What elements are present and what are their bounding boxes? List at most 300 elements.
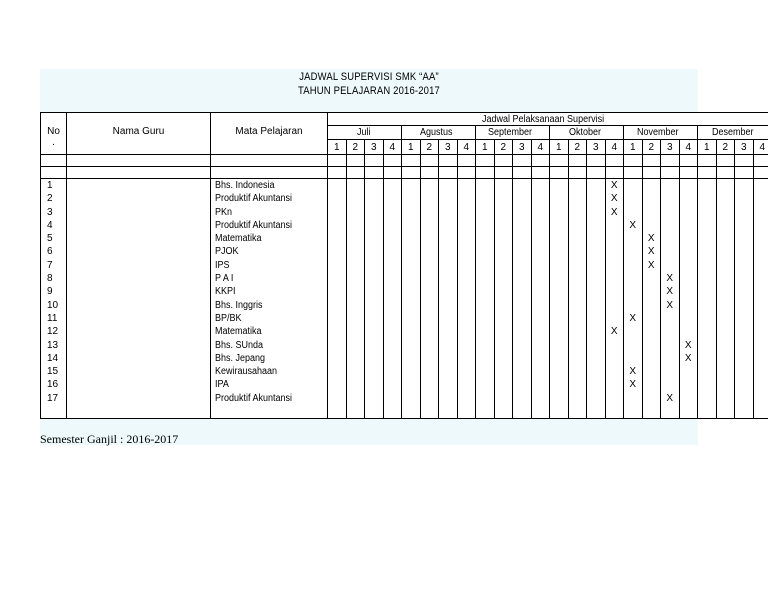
row-number: 12 (47, 326, 59, 338)
empty-slot (421, 259, 439, 272)
page-subtitle: TAHUN PELAJARAN 2016-2017 (298, 85, 440, 97)
empty-slot (550, 245, 568, 258)
empty-slot (476, 179, 494, 192)
empty-slot (513, 192, 531, 205)
empty-slot (532, 245, 550, 258)
supervision-mark: X (666, 286, 674, 298)
empty-slot (680, 192, 698, 205)
empty-cell (402, 155, 421, 167)
empty-slot (717, 245, 735, 258)
empty-slot (421, 245, 439, 258)
empty-slot (347, 206, 365, 219)
empty-slot (384, 325, 402, 338)
empty-slot (495, 179, 513, 192)
empty-slot (717, 365, 735, 378)
empty-cell (753, 155, 768, 167)
month-header: Agustus (402, 126, 476, 140)
empty-slot (458, 352, 476, 365)
empty-cell (661, 155, 680, 167)
supervision-mark: X (629, 219, 637, 231)
empty-slot (476, 259, 494, 272)
empty-slot (643, 179, 661, 192)
empty-slot (735, 339, 753, 352)
empty-slot (476, 378, 494, 391)
empty-slot (532, 259, 550, 272)
empty-slot (402, 206, 420, 219)
supervision-mark: X (647, 259, 655, 271)
empty-slot (754, 245, 768, 258)
row-number-column (41, 179, 67, 419)
empty-slot (587, 392, 605, 405)
empty-cell (67, 155, 211, 167)
empty-slot (384, 339, 402, 352)
empty-slot (587, 245, 605, 258)
empty-slot (550, 179, 568, 192)
empty-slot (384, 299, 402, 312)
empty-slot (402, 232, 420, 245)
empty-slot (735, 312, 753, 325)
empty-slot (587, 219, 605, 232)
empty-slot (717, 392, 735, 405)
empty-slot (384, 352, 402, 365)
empty-slot (587, 299, 605, 312)
supervision-mark: X (666, 392, 674, 404)
empty-cell (383, 155, 402, 167)
empty-slot (735, 272, 753, 285)
week-column (494, 179, 513, 419)
empty-slot (735, 179, 753, 192)
empty-slot (717, 325, 735, 338)
empty-slot (569, 325, 587, 338)
empty-slot (347, 365, 365, 378)
empty-slot (402, 272, 420, 285)
empty-slot (439, 365, 457, 378)
empty-cell (41, 155, 67, 167)
empty-slot (698, 365, 716, 378)
empty-slot (328, 392, 346, 405)
empty-slot (421, 272, 439, 285)
empty-slot (495, 285, 513, 298)
week-header: 1 (402, 140, 421, 155)
empty-slot (365, 192, 383, 205)
empty-slot (495, 352, 513, 365)
empty-cell (211, 167, 328, 179)
week-column (531, 179, 550, 419)
empty-slot (439, 285, 457, 298)
empty-slot (643, 392, 661, 405)
empty-slot (606, 232, 624, 245)
supervision-mark: X (610, 206, 618, 218)
empty-slot (384, 392, 402, 405)
empty-cell (476, 167, 495, 179)
month-header: September (476, 126, 550, 140)
empty-slot (661, 378, 679, 391)
mata-pelajaran: Matematika (215, 326, 262, 338)
empty-cell (550, 155, 569, 167)
empty-slot (402, 339, 420, 352)
empty-slot (680, 272, 698, 285)
empty-slot (698, 392, 716, 405)
empty-slot (495, 272, 513, 285)
empty-slot (495, 365, 513, 378)
empty-slot (328, 206, 346, 219)
empty-slot (735, 325, 753, 338)
week-column (661, 179, 680, 419)
month-header: November (624, 126, 698, 140)
empty-slot (643, 365, 661, 378)
empty-slot (476, 285, 494, 298)
week-column (753, 179, 768, 419)
empty-slot (661, 325, 679, 338)
empty-slot (569, 245, 587, 258)
empty-slot (754, 272, 768, 285)
empty-slot (347, 392, 365, 405)
empty-slot (476, 192, 494, 205)
week-header: 3 (513, 140, 532, 155)
empty-slot (384, 219, 402, 232)
week-column (679, 179, 698, 419)
empty-slot (402, 352, 420, 365)
empty-slot (587, 206, 605, 219)
empty-slot (624, 245, 642, 258)
empty-slot (698, 272, 716, 285)
empty-slot (365, 378, 383, 391)
supervision-mark: X (666, 299, 674, 311)
empty-slot (476, 272, 494, 285)
empty-cell (587, 167, 606, 179)
empty-slot (476, 299, 494, 312)
week-column (642, 179, 661, 419)
empty-slot (717, 192, 735, 205)
row-number: 5 (47, 233, 53, 245)
empty-slot (458, 312, 476, 325)
empty-slot (698, 285, 716, 298)
empty-slot (735, 245, 753, 258)
empty-slot (754, 339, 768, 352)
empty-slot (328, 325, 346, 338)
row-number: 3 (47, 206, 53, 218)
empty-slot (717, 219, 735, 232)
empty-cell (328, 155, 347, 167)
empty-slot (458, 378, 476, 391)
empty-slot (513, 312, 531, 325)
empty-slot (735, 392, 753, 405)
row-number: 15 (47, 366, 59, 378)
empty-cell (568, 155, 587, 167)
empty-slot (476, 219, 494, 232)
empty-slot (754, 325, 768, 338)
empty-slot (495, 219, 513, 232)
empty-slot (735, 206, 753, 219)
row-number: 13 (47, 339, 59, 351)
empty-slot (587, 378, 605, 391)
empty-slot (347, 312, 365, 325)
row-number: 17 (47, 392, 59, 404)
empty-slot (532, 392, 550, 405)
empty-slot (587, 192, 605, 205)
empty-cell (457, 155, 476, 167)
empty-slot (495, 259, 513, 272)
week-header: 2 (568, 140, 587, 155)
month-header: Oktober (550, 126, 624, 140)
empty-slot (384, 232, 402, 245)
empty-slot (550, 285, 568, 298)
supervision-mark: X (684, 352, 692, 364)
empty-slot (698, 192, 716, 205)
empty-slot (347, 245, 365, 258)
empty-slot (698, 245, 716, 258)
empty-slot (328, 179, 346, 192)
empty-slot (513, 365, 531, 378)
empty-slot (495, 206, 513, 219)
empty-slot (754, 219, 768, 232)
empty-slot (735, 285, 753, 298)
empty-slot (735, 219, 753, 232)
empty-cell (605, 155, 624, 167)
row-number: 9 (47, 286, 53, 298)
empty-slot (476, 392, 494, 405)
empty-cell (420, 167, 439, 179)
empty-slot (754, 299, 768, 312)
empty-slot (402, 312, 420, 325)
empty-slot (587, 352, 605, 365)
mata-pelajaran: Bhs. Inggris (215, 299, 263, 311)
empty-cell (67, 167, 211, 179)
empty-cell (753, 167, 768, 179)
empty-slot (328, 259, 346, 272)
week-column (365, 179, 384, 419)
empty-slot (365, 232, 383, 245)
empty-slot (476, 365, 494, 378)
empty-slot (532, 192, 550, 205)
empty-slot (328, 339, 346, 352)
empty-slot (384, 378, 402, 391)
week-column (402, 179, 421, 419)
empty-slot (495, 245, 513, 258)
empty-slot (458, 206, 476, 219)
mata-pelajaran: PKn (215, 206, 233, 218)
row-number: 2 (47, 193, 53, 205)
empty-slot (365, 285, 383, 298)
empty-cell (587, 155, 606, 167)
empty-slot (365, 272, 383, 285)
empty-slot (347, 259, 365, 272)
empty-slot (328, 232, 346, 245)
empty-slot (624, 299, 642, 312)
empty-slot (624, 179, 642, 192)
empty-cell (476, 155, 495, 167)
empty-slot (661, 206, 679, 219)
empty-slot (458, 192, 476, 205)
empty-slot (328, 352, 346, 365)
week-header: 4 (383, 140, 402, 155)
empty-slot (347, 179, 365, 192)
empty-cell (661, 167, 680, 179)
empty-slot (513, 299, 531, 312)
supervision-mark: X (629, 366, 637, 378)
empty-slot (328, 285, 346, 298)
empty-slot (569, 378, 587, 391)
empty-slot (717, 285, 735, 298)
empty-cell (513, 155, 532, 167)
empty-slot (384, 259, 402, 272)
empty-slot (550, 365, 568, 378)
empty-slot (698, 206, 716, 219)
empty-slot (698, 259, 716, 272)
empty-slot (569, 192, 587, 205)
empty-slot (698, 219, 716, 232)
empty-slot (680, 206, 698, 219)
empty-slot (643, 219, 661, 232)
empty-slot (624, 392, 642, 405)
empty-slot (421, 192, 439, 205)
empty-cell (568, 167, 587, 179)
empty-slot (532, 179, 550, 192)
empty-slot (680, 219, 698, 232)
week-header: 2 (494, 140, 513, 155)
mata-pelajaran: Bhs. Jepang (215, 352, 266, 364)
empty-slot (569, 312, 587, 325)
empty-slot (550, 378, 568, 391)
supervision-mark: X (647, 233, 655, 245)
empty-slot (735, 299, 753, 312)
empty-slot (606, 312, 624, 325)
empty-slot (661, 352, 679, 365)
empty-slot (735, 232, 753, 245)
empty-slot (587, 312, 605, 325)
empty-slot (347, 299, 365, 312)
empty-slot (421, 365, 439, 378)
empty-slot (495, 232, 513, 245)
empty-cell (679, 155, 698, 167)
empty-slot (495, 192, 513, 205)
empty-slot (735, 259, 753, 272)
empty-slot (661, 365, 679, 378)
empty-slot (513, 352, 531, 365)
empty-slot (365, 245, 383, 258)
empty-slot (643, 285, 661, 298)
empty-slot (643, 339, 661, 352)
empty-slot (439, 232, 457, 245)
week-header: 3 (365, 140, 384, 155)
empty-slot (661, 179, 679, 192)
page-title: JADWAL SUPERVISI SMK “AA” (299, 71, 439, 83)
empty-slot (624, 352, 642, 365)
empty-slot (421, 378, 439, 391)
mata-pelajaran: Bhs. Indonesia (215, 180, 275, 191)
empty-slot (717, 352, 735, 365)
empty-slot (402, 378, 420, 391)
empty-slot (606, 365, 624, 378)
empty-slot (402, 219, 420, 232)
empty-slot (550, 259, 568, 272)
week-header: 2 (346, 140, 365, 155)
empty-slot (402, 325, 420, 338)
empty-slot (754, 259, 768, 272)
semester-footer: Semester Ganjil : 2016-2017 (40, 432, 179, 446)
empty-slot (439, 206, 457, 219)
empty-slot (513, 232, 531, 245)
header-nama-guru: Nama Guru (67, 113, 211, 155)
week-column (420, 179, 439, 419)
empty-slot (569, 272, 587, 285)
empty-slot (513, 392, 531, 405)
empty-slot (698, 312, 716, 325)
empty-slot (643, 378, 661, 391)
empty-slot (680, 232, 698, 245)
empty-slot (384, 206, 402, 219)
week-header: 1 (550, 140, 569, 155)
empty-slot (735, 378, 753, 391)
empty-slot (402, 299, 420, 312)
empty-slot (513, 206, 531, 219)
empty-slot (328, 312, 346, 325)
empty-slot (365, 392, 383, 405)
empty-slot (569, 392, 587, 405)
empty-slot (458, 179, 476, 192)
empty-slot (365, 259, 383, 272)
supervision-mark: X (684, 339, 692, 351)
empty-slot (513, 272, 531, 285)
empty-slot (532, 378, 550, 391)
empty-slot (698, 299, 716, 312)
empty-slot (717, 206, 735, 219)
empty-slot (532, 232, 550, 245)
empty-slot (735, 192, 753, 205)
empty-slot (550, 206, 568, 219)
empty-slot (495, 325, 513, 338)
empty-slot (421, 206, 439, 219)
empty-slot (624, 285, 642, 298)
week-header: 3 (735, 140, 754, 155)
empty-cell (457, 167, 476, 179)
empty-slot (587, 339, 605, 352)
empty-slot (532, 285, 550, 298)
week-header: 1 (698, 140, 717, 155)
empty-slot (661, 232, 679, 245)
empty-slot (476, 232, 494, 245)
empty-cell (346, 167, 365, 179)
row-number: 1 (47, 180, 53, 191)
empty-slot (402, 365, 420, 378)
supervision-mark: X (629, 379, 637, 391)
empty-slot (550, 312, 568, 325)
empty-slot (606, 299, 624, 312)
empty-slot (421, 312, 439, 325)
empty-cell (550, 167, 569, 179)
empty-slot (698, 232, 716, 245)
empty-slot (532, 206, 550, 219)
empty-slot (439, 378, 457, 391)
empty-cell (698, 167, 717, 179)
empty-slot (532, 352, 550, 365)
week-header: 1 (624, 140, 643, 155)
empty-slot (458, 285, 476, 298)
empty-slot (754, 179, 768, 192)
empty-slot (569, 179, 587, 192)
empty-slot (513, 325, 531, 338)
empty-slot (495, 392, 513, 405)
empty-slot (624, 206, 642, 219)
mata-pelajaran: KKPI (215, 286, 236, 298)
empty-cell (41, 167, 67, 179)
empty-cell (624, 155, 643, 167)
empty-slot (439, 272, 457, 285)
empty-slot (569, 232, 587, 245)
mata-pelajaran-column (211, 179, 328, 419)
empty-slot (476, 352, 494, 365)
supervision-mark: X (610, 326, 618, 338)
